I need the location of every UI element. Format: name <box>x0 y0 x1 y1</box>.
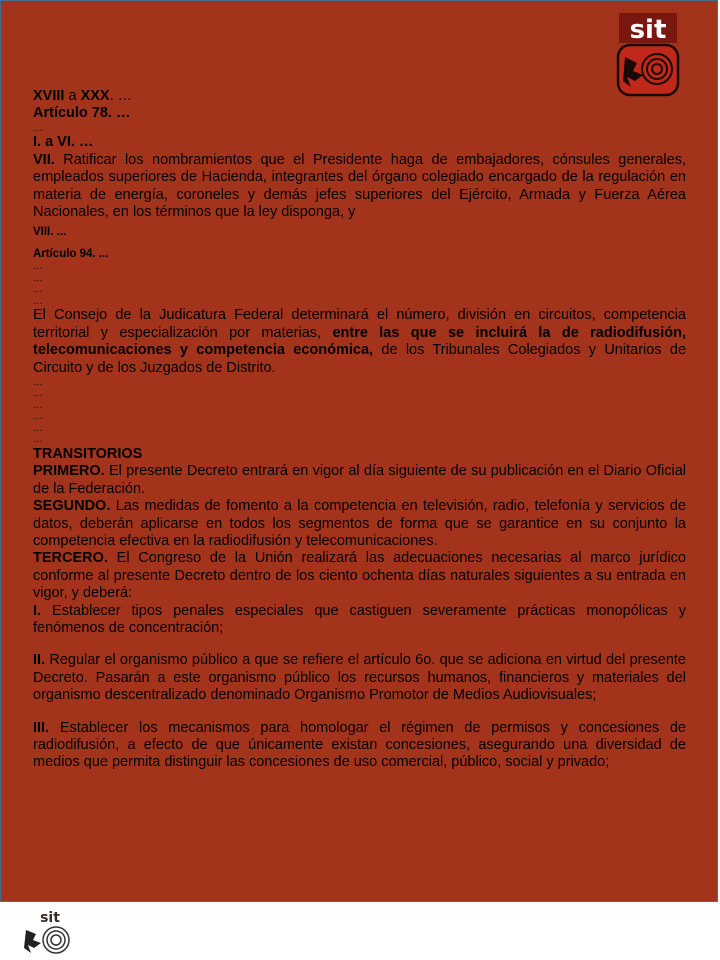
ellipsis: … <box>33 122 43 134</box>
transitorios-heading: TRANSITORIOS <box>33 445 143 462</box>
logo-lettering: sit <box>629 15 667 45</box>
ellipsis: … <box>33 422 43 434</box>
article-94: Artículo 94. ... <box>33 248 109 261</box>
ellipsis: … <box>33 434 43 446</box>
line-i-vi: I. a VI. … <box>33 134 94 151</box>
ellipsis: … <box>33 399 43 411</box>
ellipsis: … <box>33 272 43 284</box>
fraction-vii: VII. Ratificar los nombramientos que el Presidente haga de embajadores, cónsules generales, empleados superiores de Hacienda, integrantes del órgano colegiado encargado de la regulación en materia de energía, coroneles y demás jefes superiores del Ejército, Armada y Fuerza Aérea Nacionales, en los términos que la ley disponga, y <box>33 151 686 220</box>
sit-footer-logo-icon <box>22 908 76 956</box>
ellipsis: … <box>33 295 43 307</box>
ellipsis: … <box>33 411 43 423</box>
footer-logo-lettering: sit <box>40 910 60 926</box>
segundo-paragraph: SEGUNDO. Las medidas de fomento a la competencia en televisión, radio, telefonía y servicios de datos, deberán aplicarse en todos los segmentos de forma que se garantice en su conjunto la competencia efectiva en la radiodifusión y telecomunicaciones. <box>33 498 686 549</box>
line-xviii: XVIII a XXX. … <box>33 88 133 104</box>
document-body <box>33 88 686 772</box>
sit-logo-icon <box>615 11 681 97</box>
fraction-viii: VIII. ... <box>33 226 67 239</box>
ellipsis: … <box>33 388 43 400</box>
ellipsis: … <box>33 376 43 388</box>
fraction-i: I. Establecer tipos penales especiales que castiguen severamente prácticas monopólicas y fenómenos de concentración; <box>33 602 686 637</box>
primero-paragraph: PRIMERO. El presente Decreto entrará en vigor al día siguiente de su publicación en el Diario Oficial de la Federación. <box>33 463 686 497</box>
ellipsis: … <box>33 284 43 296</box>
consejo-paragraph: El Consejo de la Judicatura Federal determinará el número, división en circuitos, competencia territorial y especialización por materias, entre las que se incluirá la de radiodifusión, telecomunicaciones y competencia económica, de los Tribunales Colegiados y Unitarios de Circuito y de los Juzgados de Distrito. <box>33 307 687 376</box>
article-78: Artículo 78. … <box>33 105 131 122</box>
tercero-paragraph: TERCERO. El Congreso de la Unión realizará las adecuaciones necesarias al marco jurídico conforme al presente Decreto dentro de los ciento ochenta días naturales siguientes a su entrada en vigor, y deberá: <box>33 550 686 602</box>
ellipsis: … <box>33 261 43 273</box>
fraction-ii: II. Regular el organismo público a que se refiere el artículo 6o. que se adiciona en virtud del presente Decreto. Pasarán a este organismo público los recursos humanos, financieros y materiales del organismo descentralizado denominado Organismo Promotor de Medios Audiovisuales; <box>33 652 686 704</box>
fraction-iii: III. Establecer los mecanismos para homologar el régimen de permisos y concesiones de radiodifusión, a efecto de que únicamente existan concesiones, asegurando una diversidad de medios que permita distinguir las concesiones de uso comercial, público, social y privado; <box>33 719 686 771</box>
